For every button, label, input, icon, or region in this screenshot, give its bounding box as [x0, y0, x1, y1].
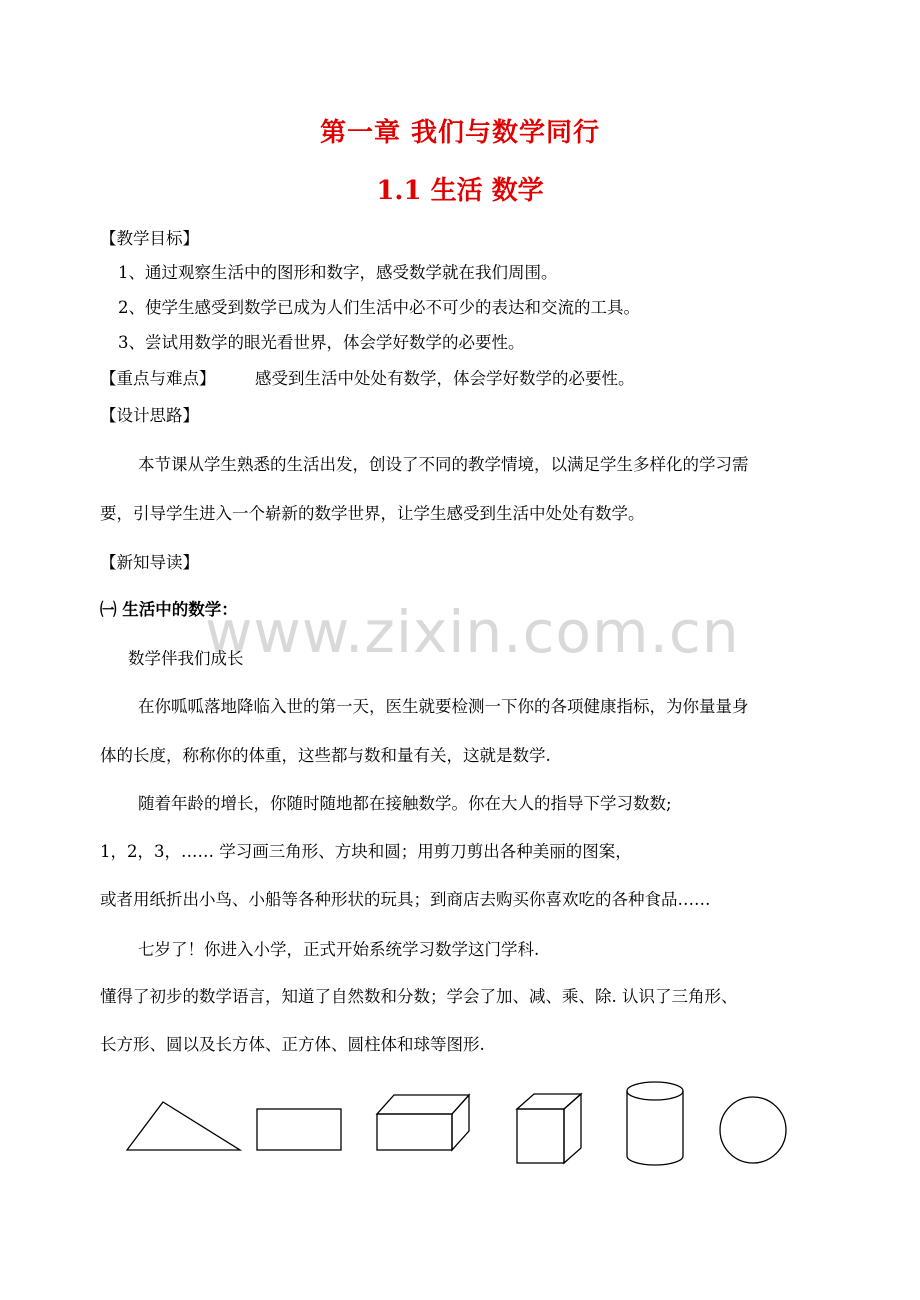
- paragraph-line: 长方形、圆以及长方体、正方体、圆柱体和球等图形.: [100, 1035, 485, 1054]
- objective-item-1: 1、通过观察生活中的图形和数字，感受数学就在我们周围。: [118, 263, 558, 282]
- paragraph-line: 懂得了初步的数学语言，知道了自然数和分数；学会了加、减、乘、除. 认识了三角形、: [100, 987, 738, 1006]
- life-math-heading: ㈠ 生活中的数学：: [100, 600, 238, 619]
- objective-item-3: 3、尝试用数学的眼光看世界，体会学好数学的必要性。: [118, 333, 525, 352]
- objectives-header: 【教学目标】: [100, 229, 199, 248]
- growth-subheading: 数学伴我们成长: [128, 649, 244, 668]
- watermark: www.zixin.com.cn: [205, 598, 740, 666]
- reading-header: 【新知导读】: [100, 553, 199, 572]
- paragraph-line: 1，2，3，…… 学习画三角形、方块和圆；用剪刀剪出各种美丽的图案，: [100, 842, 632, 861]
- design-paragraph-line: 本节课从学生熟悉的生活出发，创设了不同的教学情境，以满足学生多样化的学习需: [138, 455, 749, 474]
- cube-shape: [517, 1094, 581, 1163]
- paragraph-line: 体的长度，称称你的体重，这些都与数和量有关，这就是数学.: [100, 746, 551, 765]
- section-title: 1.1 生活 数学: [376, 176, 544, 206]
- circle-shape: [720, 1097, 786, 1163]
- rectangle-shape: [257, 1109, 341, 1150]
- triangle-shape: [127, 1102, 240, 1150]
- design-header: 【设计思路】: [100, 406, 199, 425]
- cuboid-shape: [377, 1095, 469, 1150]
- chapter-title: 第一章 我们与数学同行: [319, 118, 601, 148]
- key-points-header: 【重点与难点】: [100, 369, 216, 388]
- cylinder-shape: [627, 1082, 683, 1165]
- design-paragraph-line: 要，引导学生进入一个崭新的数学世界，让学生感受到生活中处处有数学。: [100, 504, 645, 523]
- geometric-shapes-figure: [0, 1070, 920, 1180]
- paragraph-line: 随着年龄的增长，你随时随地都在接触数学。你在大人的指导下学习数数;: [138, 794, 672, 813]
- paragraph-line: 在你呱呱落地降临入世的第一天，医生就要检测一下你的各项健康指标，为你量量身: [138, 697, 749, 716]
- objective-item-2: 2、使学生感受到数学已成为人们生活中必不可少的表达和交流的工具。: [118, 298, 640, 317]
- key-points-text: 感受到生活中处处有数学，体会学好数学的必要性。: [255, 369, 635, 388]
- paragraph-line: 七岁了！你进入小学，正式开始系统学习数学这门学科.: [138, 940, 540, 959]
- paragraph-line: 或者用纸折出小鸟、小船等各种形状的玩具；到商店去购买你喜欢吃的各种食品……: [100, 890, 711, 909]
